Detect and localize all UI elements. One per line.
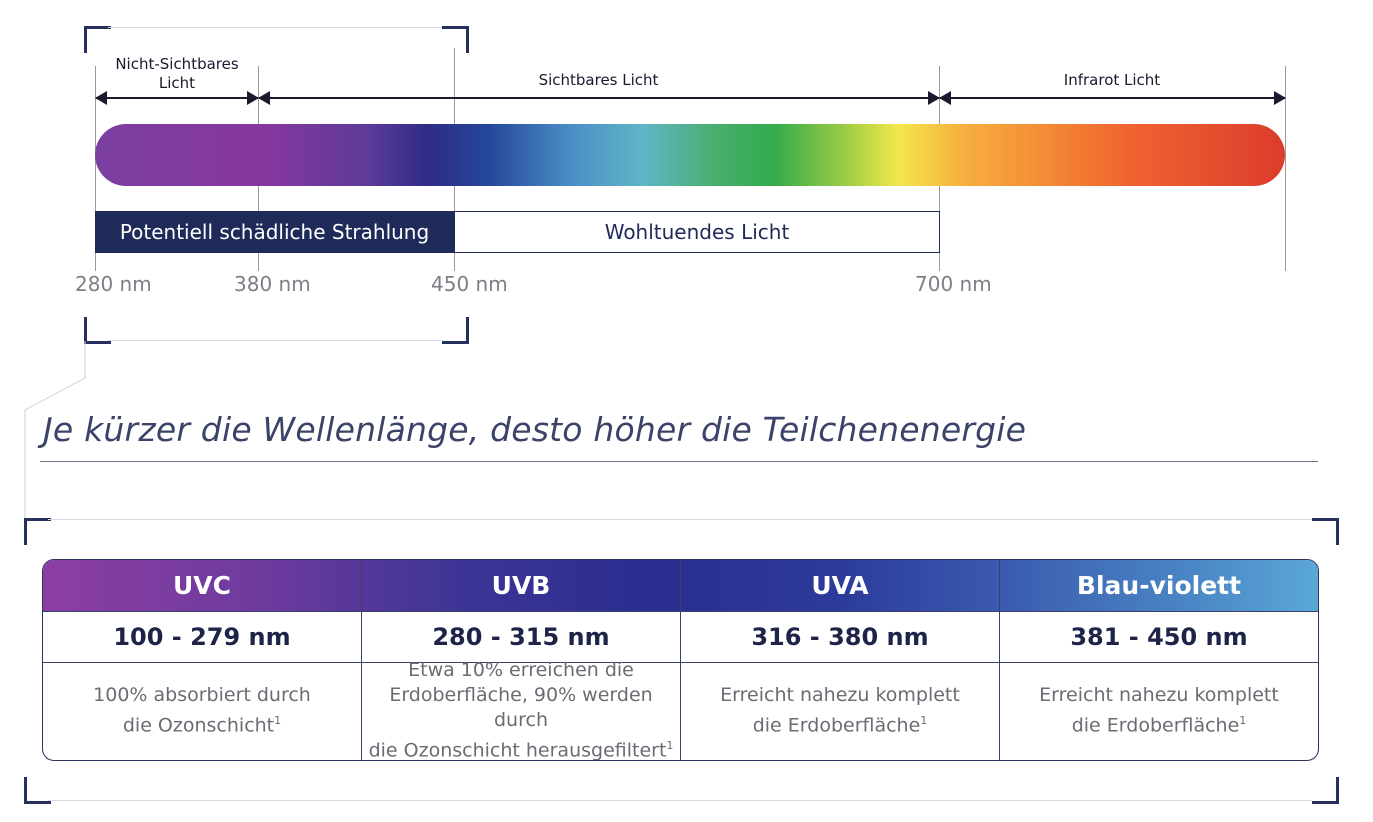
arrow-invisible	[96, 97, 258, 99]
description-blue-violet	[1000, 662, 1318, 760]
description-uva	[681, 662, 999, 760]
segment-label-invisible-line2: Licht	[158, 74, 196, 92]
description-uvc	[43, 662, 361, 760]
description-blue-violet-line2: die Erdoberfläche	[1071, 714, 1240, 737]
footnote-marker: 1	[1239, 714, 1247, 728]
header-uva: UVA	[811, 571, 869, 600]
harmful-radiation-box: Potentiell schädliche Strahlung	[95, 211, 454, 253]
beneficial-light-box: Wohltuendes Licht	[454, 211, 940, 253]
uv-table	[42, 559, 1319, 761]
description-uvb-line3: die Ozonschicht herausgefiltert	[368, 739, 667, 761]
description-uvb	[362, 659, 680, 761]
description-uvc-line1: 100% absorbiert durch	[93, 684, 311, 707]
range-uva: 316 - 380 nm	[751, 622, 929, 651]
segment-label-invisible	[96, 55, 258, 93]
arrow-infrared	[940, 97, 1285, 99]
range-blue-violet: 381 - 450 nm	[1070, 622, 1248, 651]
footnote-marker: 1	[274, 714, 282, 728]
header-uvb: UVB	[491, 571, 551, 600]
table-bracket-top-right	[1312, 518, 1339, 545]
segment-label-infrared: Infrarot Licht	[1063, 71, 1161, 89]
description-uvb-line1: Etwa 10% erreichen die	[408, 659, 634, 682]
headline: Je kürzer die Wellenlänge, desto höher die Teilchenenergie	[43, 410, 1027, 449]
description-uvb-line2: Erdoberfläche, 90% werden durch	[389, 684, 653, 732]
wavelength-label-280: 280 nm	[75, 272, 152, 296]
description-uva-line2: die Erdoberfläche	[752, 714, 921, 737]
table-frame-bottom	[48, 800, 1312, 801]
headline-underline	[40, 461, 1318, 462]
range-uvb: 280 - 315 nm	[432, 622, 610, 651]
header-uvc: UVC	[173, 571, 231, 600]
arrow-visible	[259, 97, 939, 99]
table-bracket-bottom-left	[24, 777, 51, 804]
wavelength-label-380: 380 nm	[234, 272, 311, 296]
footnote-marker: 1	[666, 739, 674, 753]
range-uvc: 100 - 279 nm	[113, 622, 291, 651]
segment-label-invisible-line1: Nicht-Sichtbares	[115, 55, 239, 73]
segment-label-visible: Sichtbares Licht	[538, 71, 659, 89]
spectrum-bar	[95, 124, 1285, 186]
wavelength-label-450: 450 nm	[431, 272, 508, 296]
header-blue-violet: Blau-violett	[1076, 571, 1242, 600]
table-frame-top	[48, 519, 1312, 520]
description-blue-violet-line1: Erreicht nahezu komplett	[1039, 684, 1279, 707]
wavelength-label-700: 700 nm	[915, 272, 992, 296]
footnote-marker: 1	[920, 714, 928, 728]
description-uvc-line2: die Ozonschicht	[122, 714, 275, 737]
description-uva-line1: Erreicht nahezu komplett	[720, 684, 960, 707]
table-bracket-bottom-right	[1312, 777, 1339, 804]
table-bracket-top-left	[24, 518, 51, 545]
